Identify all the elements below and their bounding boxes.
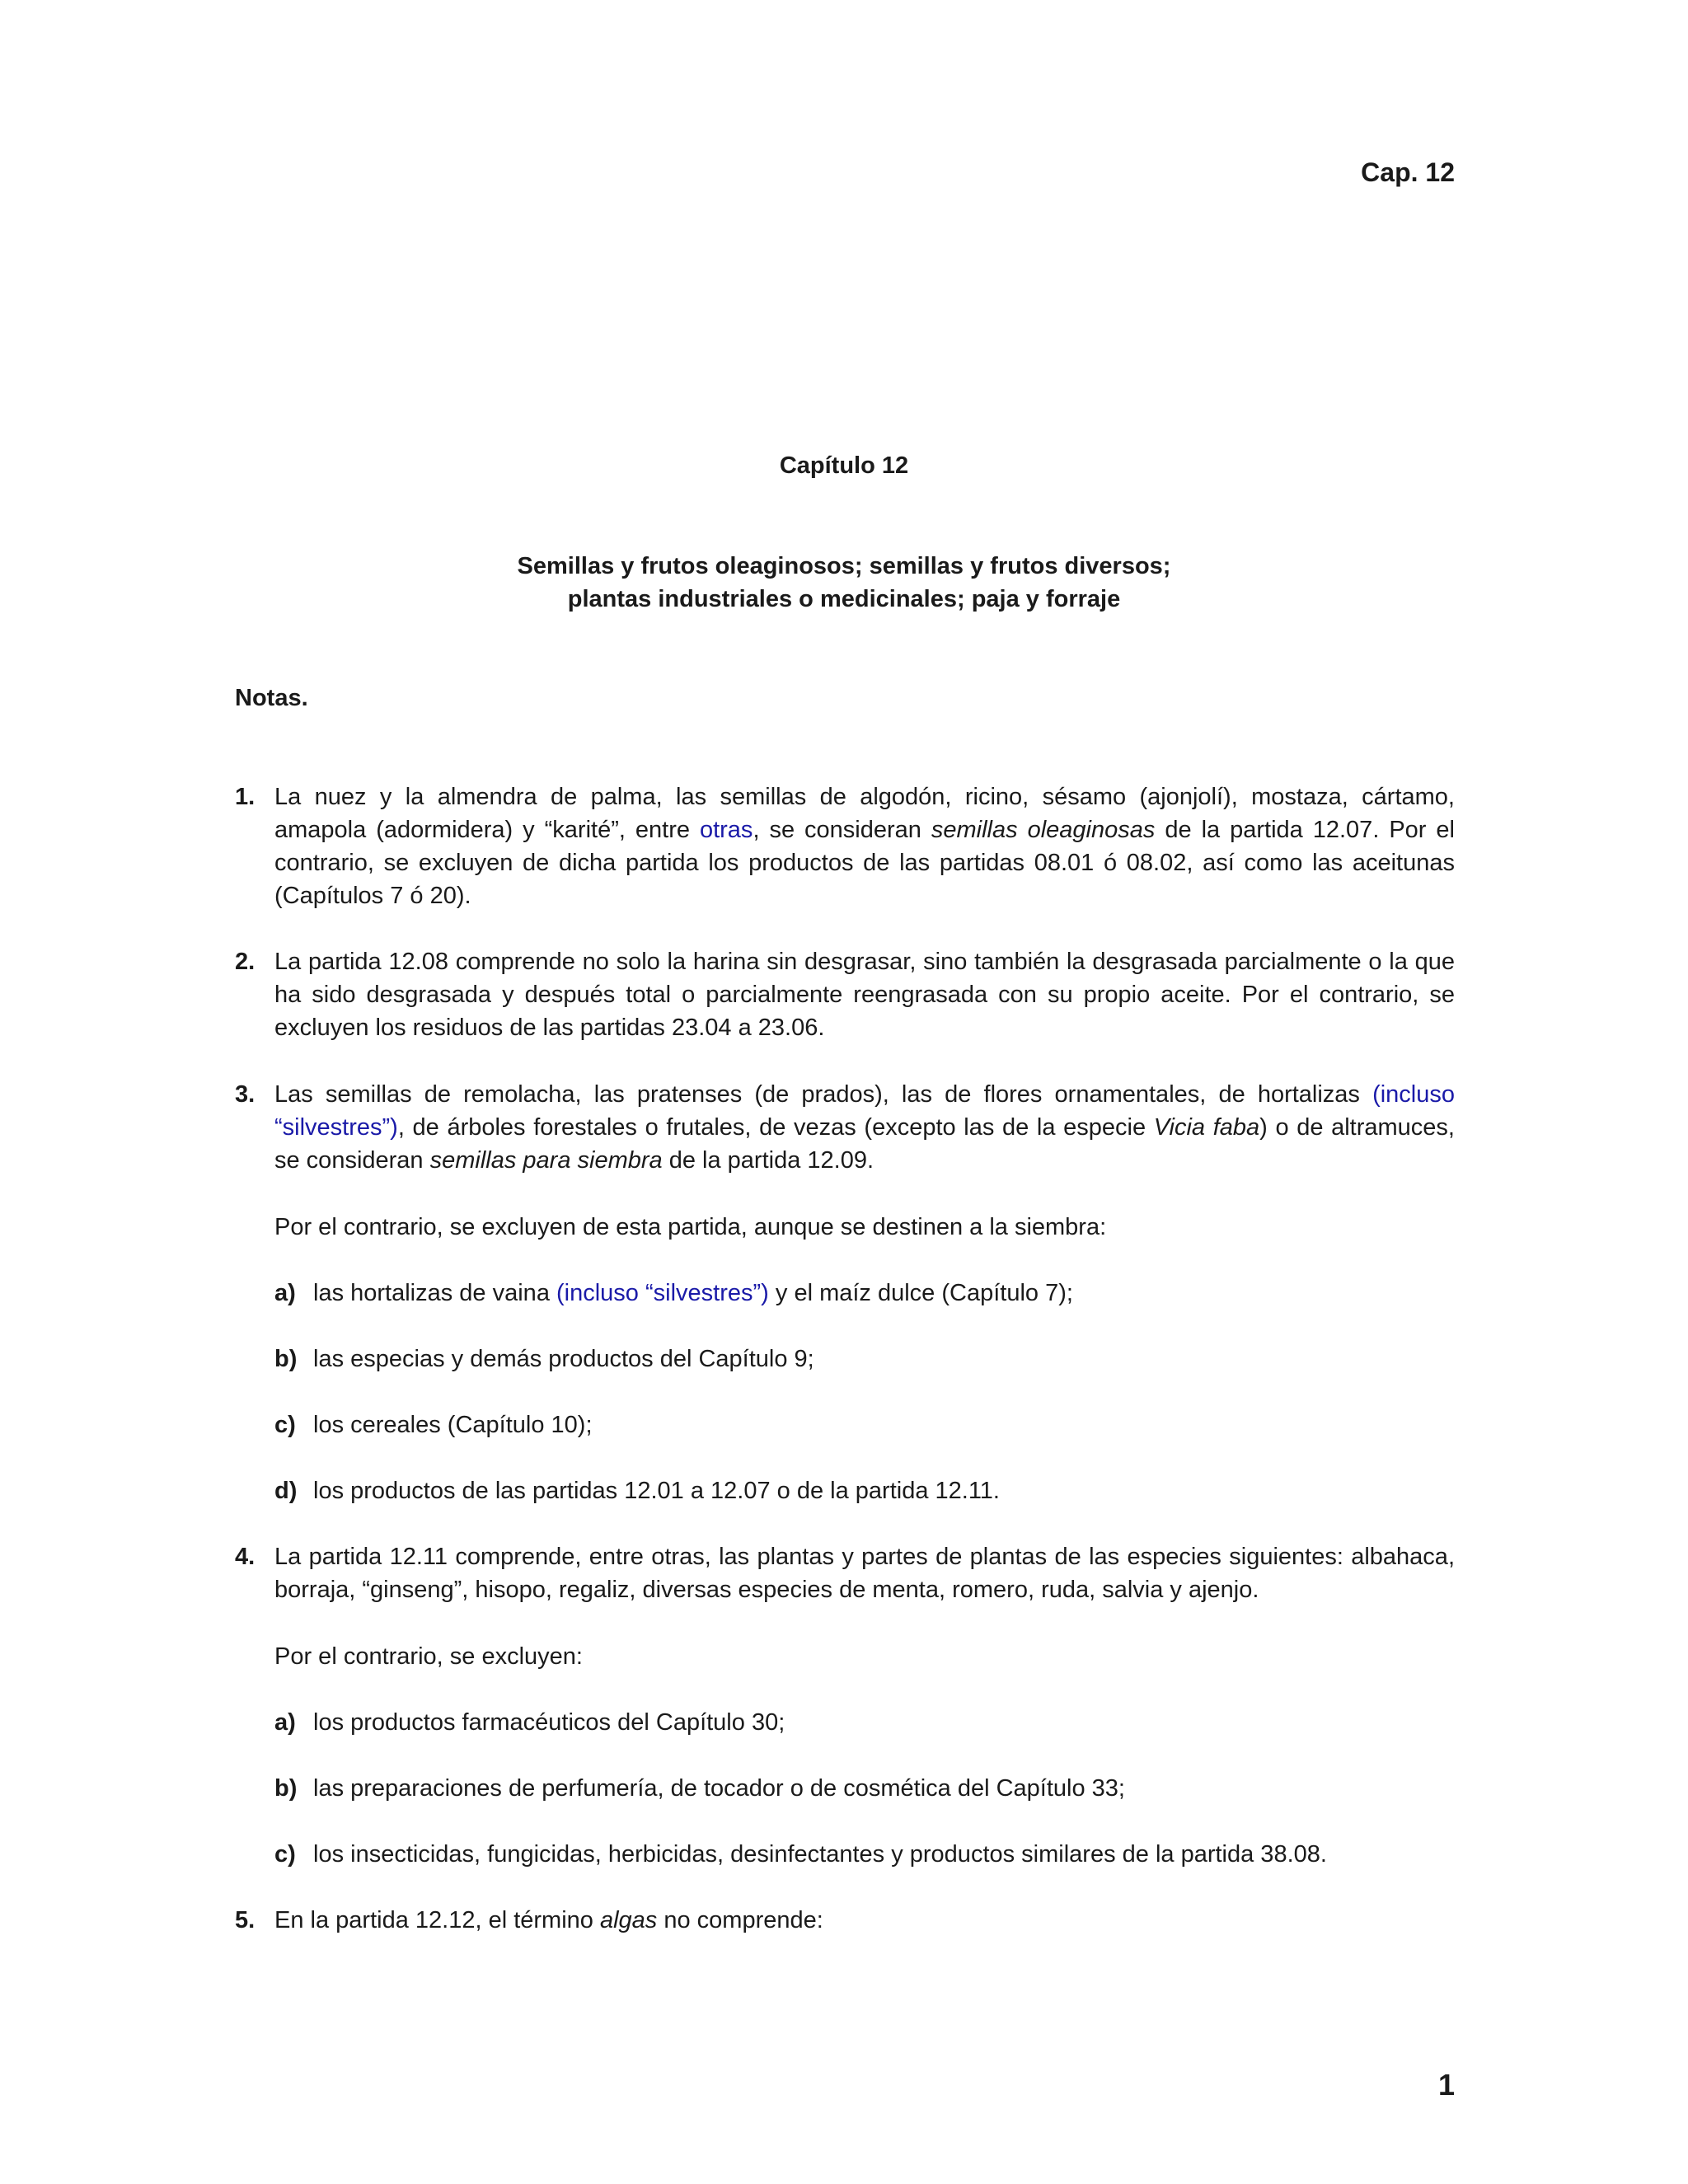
notes-heading: Notas. — [235, 685, 308, 711]
note-number: 4. — [235, 1544, 256, 1570]
note-3-text: Las semillas de remolacha, las pratenses (de prados), las de flores ornamentales, de hortalizas (incluso “silvestres”), de árboles forestales o frutales, de vezas (excepto las de la especie Vicia faba) o de altramuces, se consideran semillas para siembra de la partida 12.09. — [274, 1081, 1455, 1174]
note-2-text: La partida 12.08 comprende no solo la harina sin desgrasar, sino también la desgrasada parcialmente o la que ha sido desgrasada y después total o parcialmente reengrasada con su propio aceite. Por el contrario, se excluyen los residuos de las partidas 23.04 a 23.06. — [274, 949, 1455, 1041]
note-5-text: En la partida 12.12, el término algas no comprende: — [274, 1907, 823, 1933]
page-number: 1 — [1437, 2068, 1455, 2102]
note-1-text: La nuez y la almendra de palma, las semillas de algodón, ricino, sésamo (ajonjolí), mostaza, cártamo, amapola (adormidera) y “karité”, entre otras, se consideran semillas oleaginosas de la partida 12.07. Por el contrario, se excluyen de dicha partida los productos de las partidas 08.01 ó 08.02, así como las aceitunas (Capítulos 7 ó 20). — [274, 784, 1455, 909]
list-item-label: d) — [274, 1478, 298, 1504]
chapter-subtitle-line-2: plantas industriales o medicinales; paja y forraje — [567, 586, 1121, 612]
note-number: 1. — [235, 784, 256, 810]
note-3-intro: Por el contrario, se excluyen de esta partida, aunque se destinen a la siembra: — [274, 1214, 1107, 1240]
list-item-text: los productos de las partidas 12.01 a 12.07 o de la partida 12.11. — [313, 1478, 1000, 1504]
chapter-subtitle-line-1: Semillas y frutos oleaginosos; semillas y frutos diversos; — [517, 553, 1171, 579]
note-number: 3. — [235, 1081, 256, 1108]
note-number: 2. — [235, 949, 256, 975]
list-item-label: a) — [274, 1709, 296, 1736]
list-item-text: los productos farmacéuticos del Capítulo 30; — [313, 1709, 785, 1736]
note-4-intro: Por el contrario, se excluyen: — [274, 1643, 583, 1670]
chapter-title: Capítulo 12 — [779, 452, 909, 479]
list-item-label: c) — [274, 1841, 296, 1868]
list-item-text: las hortalizas de vaina (incluso “silvestres”) y el maíz dulce (Capítulo 7); — [313, 1280, 1073, 1306]
list-item-text: los cereales (Capítulo 10); — [313, 1412, 593, 1438]
list-item-text: las especias y demás productos del Capítulo 9; — [313, 1346, 814, 1372]
list-item-label: a) — [274, 1280, 296, 1306]
list-item-label: c) — [274, 1412, 296, 1438]
list-item-text: las preparaciones de perfumería, de tocador o de cosmética del Capítulo 33; — [313, 1775, 1125, 1802]
note-4-text: La partida 12.11 comprende, entre otras, las plantas y partes de plantas de las especies siguientes: albahaca, borraja, “ginseng”, hisopo, regaliz, diversas especies de menta, romero, ruda, salvia y ajenjo. — [274, 1544, 1455, 1603]
highlight-link-text: otras — [699, 817, 753, 843]
note-number: 5. — [235, 1907, 256, 1933]
chapter-header-label: Cap. 12 — [1361, 157, 1455, 187]
list-item-label: b) — [274, 1775, 298, 1802]
list-item-text: los insecticidas, fungicidas, herbicidas, desinfectantes y productos similares de la partida 38.08. — [313, 1841, 1327, 1868]
list-item-label: b) — [274, 1346, 298, 1372]
